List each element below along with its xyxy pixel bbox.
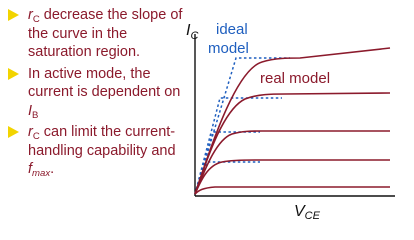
rc-subscript: C <box>32 13 40 25</box>
y-axis-label: $I_C$ <box>186 22 199 42</box>
fmax-symbol: f <box>28 161 33 177</box>
rc-subscript: C <box>32 130 40 142</box>
x-axis-label: VCE <box>294 203 320 222</box>
ideal-model-label-line2: model <box>208 40 249 57</box>
fmax-subscript: max <box>32 167 51 179</box>
bullet-3-end: . <box>50 161 55 177</box>
real-model-label: real model <box>260 70 331 87</box>
rc-symbol: r <box>28 7 33 23</box>
real-curve-5 <box>195 187 390 194</box>
real-curve-4 <box>195 160 390 194</box>
bullet-2-text: In active mode, the current is dependent on <box>28 65 181 100</box>
real-curve-2 <box>195 93 390 194</box>
ib-subscript: B <box>32 109 39 121</box>
bullet-1-text: decrease the slope of the curve in the saturation region. <box>28 7 183 60</box>
bullet-3-text: can limit the current-handling capability and <box>28 124 176 159</box>
ib-symbol: I <box>28 102 33 119</box>
ideal-model-label-line1: ideal <box>216 21 248 38</box>
rc-symbol: r <box>28 124 33 140</box>
ideal-curve-2 <box>195 98 282 194</box>
